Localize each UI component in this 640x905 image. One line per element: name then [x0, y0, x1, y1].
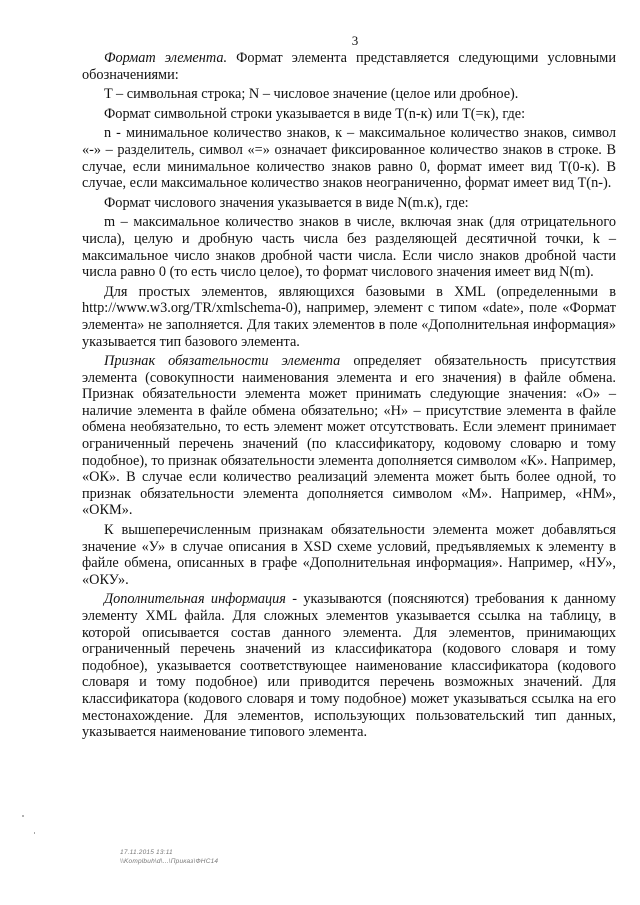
scan-speck [22, 815, 24, 817]
paragraph-simple-elements: Для простых элементов, являющихся базовыми в XML (определенными в http://www.w3.org/TR/xmlschema-0), например, элемент с типом «date», поле «Формат элемента» не заполняется. Для таких элементов в поле «Дополнительная информация» указывается тип базового элемента. [82, 283, 616, 350]
paragraph-conditional-flag: К вышеперечисленным признакам обязательности элемента может добавляться значение «У» в случае описания в XSD схеме условий, предъявляемых к элементу в файле обмена, описанных в графе «Дополнительная информация». Например, «НУ», «ОКУ». [82, 522, 616, 588]
paragraph-element-format: Формат элемента. Формат элемента представляется следующими условными обозначениями: [82, 50, 616, 83]
term-additional-info: Дополнительная информация [104, 591, 286, 608]
paragraph-string-format-details: n - минимальное количество знаков, к – максимальное количество знаков, символ «-» – разделитель, символ «=» означает фиксированное количество знаков в строке. В случае, если минимальное количество знаков равно 0, формат имеет вид T(0-к). В случае, если максимальное количество знаков неограниченно, формат имеет вид T(n-). [82, 125, 616, 192]
footer-timestamp: 17.11.2015 13:11 [120, 849, 173, 856]
document-body [82, 50, 616, 744]
scan-speck [34, 832, 35, 834]
paragraph-string-format: Формат символьной строки указывается в виде T(n-к) или T(=к), где: [104, 105, 526, 122]
paragraph-additional-info: Дополнительная информация - указываются (поясняются) требования к данному элементу XML файла. Для сложных элементов указывается ссылка на таблицу, в которой описывается состав данного элемента. Для элементов, принимающих ограниченный перечень значений из классификатора (кодового словаря и тому подобное), указывается соответствующее наименование классификатора (кодового словаря и тому подобное) или приводится перечень возможных значений. Для классификатора (кодового словаря и тому подобное) может указываться ссылка на его местонахождение. Для элементов, использующих пользовательский тип данных, указывается наименование типового элемента. [82, 591, 616, 741]
footer-file-path: \\Komplbuh\d\...\Приказ\ФНС14 [120, 858, 219, 865]
paragraph-number-format: Формат числового значения указывается в виде N(m.к), где: [104, 194, 469, 211]
term-mandatory-flag: Признак обязательности элемента [104, 353, 341, 370]
print-footer [120, 848, 218, 866]
paragraph-format-types: T – символьная строка; N – числовое значение (целое или дробное). [104, 86, 519, 103]
paragraph-mandatory-flag: Признак обязательности элемента определяет обязательность присутствия элемента (совокупности наименования элемента и его значения) в файле обмена. Признак обязательности элемента может принимать следующие значения: «О» – наличие элемента в файле обмена обязательно; «Н» – присутствие элемента в файле обмена необязательно, то есть элемент может отсутствовать. Если элемент принимает ограниченный перечень значений (по классификатору, кодовому словарю и тому подобное), то признак обязательности элемента дополняется символом «К». Например, «ОК». В случае если количество реализаций элемента может быть более одной, то признак обязательности элемента дополняется символом «М». Например, «НМ», «ОКМ». [82, 353, 616, 519]
paragraph-number-format-details: m – максимальное количество знаков в числе, включая знак (для отрицательного числа), целую и дробную часть числа без разделяющей десятичной точки, k – максимальное число знаков дробной части числа. Если число знаков дробной части числа равно 0 (то есть число целое), то формат числового значения имеет вид N(m). [82, 214, 616, 281]
term-element-format: Формат элемента. [104, 50, 228, 66]
page-number: 3 [351, 33, 359, 48]
